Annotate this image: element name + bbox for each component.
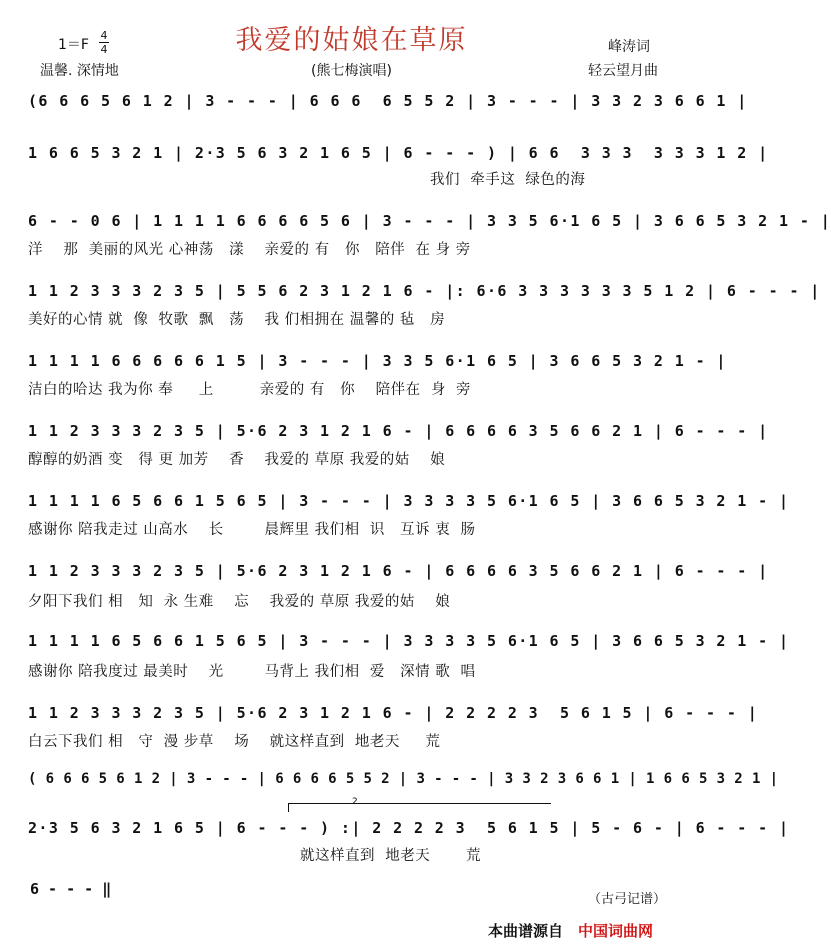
notation-row: 1 1 1 1 6 6 6 6 6 1 5 | 3 - - - | 3 3 5 6·1 6 5 | 3 6 6 5 3 2 1 - | [28,352,727,370]
time-signature-bottom: 4 [100,43,108,56]
notation-row: 1 6 6 5 3 2 1 | 2·3 5 6 3 2 1 6 5 | 6 - - - ) | 6 6 3 3 3 3 3 3 1 2 | [28,144,769,162]
notation-row: 1 1 2 3 3 3 2 3 5 | 5·6 2 3 1 2 1 6 - | 2 2 2 2 3 5 6 1 5 | 6 - - - | [28,704,759,722]
lyric-row: 洋 那 美丽的风光 心神荡 漾 亲爱的 有 你 陪伴 在 身 旁 [28,242,471,258]
lyric-row: 洁白的哈达 我为你 奉 上 亲爱的 有 你 陪伴在 身 旁 [28,382,472,398]
song-title: 我爱的姑娘在草原 [235,25,468,56]
time-signature [99,30,109,55]
lyricist-credit: 峰涛词 [608,39,650,55]
notation-row: 2·3 5 6 3 2 1 6 5 | 6 - - - ) :| 2 2 2 2 3 5 6 1 5 | 5 - 6 - | 6 - - - | [28,819,790,837]
source-label: 本曲谱源自 [488,922,564,940]
expression-marking: 温馨. 深情地 [40,63,119,79]
notation-row: (6 6 6 5 6 1 2 | 3 - - - | 6 6 6 6 5 5 2 | 3 - - - | 3 3 2 3 6 6 1 | [28,92,748,110]
lyric-row: 夕阳下我们 相 知 永 生难 忘 我爱的 草原 我爱的姑 娘 [28,594,451,610]
notation-row: 6 - - 0 6 | 1 1 1 1 6 6 6 6 5 6 | 3 - - - | 3 3 5 6·1 6 5 | 3 6 6 5 3 2 1 - | [28,212,831,230]
singer-credit: (熊七梅演唱) [311,63,392,79]
notation-row: 1 1 2 3 3 3 2 3 5 | 5·6 2 3 1 2 1 6 - | 6 6 6 6 3 5 6 6 2 1 | 6 - - - | [28,562,769,580]
notation-row: 1 1 2 3 3 3 2 3 5 | 5 5 6 2 3 1 2 1 6 - |: 6·6 3 3 3 3 3 3 5 1 2 | 6 - - - | [28,282,821,300]
notation-row: 1 1 1 1 6 5 6 6 1 5 6 5 | 3 - - - | 3 3 3 3 5 6·1 6 5 | 3 6 6 5 3 2 1 - | [28,632,790,650]
final-measure: 6 - - - ‖ [30,880,112,898]
lyric-row: 就这样直到 地老天 荒 [300,848,481,864]
lyric-row: 感谢你 陪我度过 最美时 光 马背上 我们相 爱 深情 歌 唱 [28,664,476,680]
site-link[interactable]: 中国词曲网 [578,922,654,940]
lyric-row: 美好的心情 就 像 牧歌 飘 荡 我 们相拥在 温馨的 毡 房 [28,312,446,328]
notation-row: 1 1 2 3 3 3 2 3 5 | 5·6 2 3 1 2 1 6 - | 6 6 6 6 3 5 6 6 2 1 | 6 - - - | [28,422,769,440]
notation-row: 1 1 1 1 6 5 6 6 1 5 6 5 | 3 - - - | 3 3 3 3 5 6·1 6 5 | 3 6 6 5 3 2 1 - | [28,492,790,510]
lyric-row: 醇醇的奶酒 变 得 更 加芳 香 我爱的 草原 我爱的姑 娘 [28,452,446,468]
lyric-row: 感谢你 陪我走过 山高水 长 晨辉里 我们相 识 互诉 衷 肠 [28,522,476,538]
time-signature-top: 4 [100,29,108,42]
composer-credit: 轻云望月曲 [588,63,658,79]
second-ending-bracket [288,803,551,812]
notation-row: ( 6 6 6 5 6 1 2 | 3 - - - | 6 6 6 6 5 5 2 | 3 - - - | 3 3 2 3 6 6 1 | 1 6 6 5 3 2 1 | [28,771,779,787]
lyric-row: 白云下我们 相 守 漫 步草 场 就这样直到 地老天 荒 [28,734,441,750]
volta-number: 2 [352,797,358,807]
lyric-row: 我们 牵手这 绿色的海 [430,172,586,188]
key-signature: 1＝F [58,37,89,53]
transcriber-credit: （古弓记谱） [588,892,667,907]
